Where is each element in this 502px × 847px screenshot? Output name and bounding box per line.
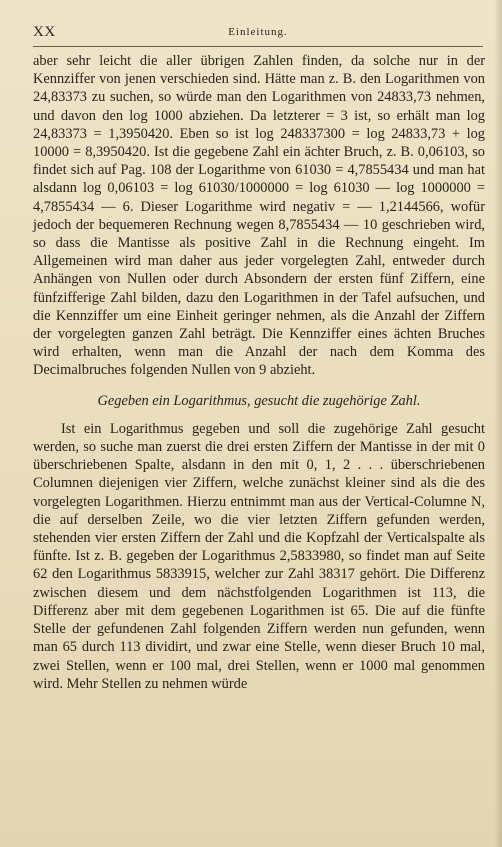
page-number: XX	[33, 24, 56, 40]
section-subheading: Gegeben ein Logarithmus, gesucht die zugehörige Zahl.	[97, 392, 421, 409]
header-rule	[33, 46, 483, 47]
page-header	[33, 24, 483, 46]
running-head: Einleitung.	[228, 26, 288, 38]
page-edge-shadow	[494, 0, 502, 847]
page-body	[33, 52, 485, 693]
paragraph-inverse-lookup: Ist ein Logarithmus gegeben und soll die zugehörige Zahl gesucht werden, so suche man zuerst die drei ersten Ziffern der Mantisse in der mit 0 überschriebenen Spalte, alsdann in den mit 0, 1, 2 . . . überschriebenen Columnen diejenigen vier Ziffern, welche zunächst kleiner sind als die des vorgelegten Logarithmen. Hierzu entnimmt man aus der Vertical-Columne N, die auf derselben Zeile, wo die vier letzten Ziffern gefunden werden, stehenden vier ersten Ziffern der Zahl und die Kopfzahl der Verticalspalte als fünfte. Ist z. B. gegeben der Logarithmus 2,5833980, so findet man auf Seite 62 den Logarithmus 5833915, welcher zur Zahl 38317 gehört. Die Differenz zwischen diesem und dem nächstfolgenden Logarithmen ist 113, die Differenz aber mit dem gegebenen Logarithmen ist 65. Die auf die fünfte Stelle der gefundenen Zahl folgenden Ziffern werden nun gefunden, wenn man 65 durch 113 dividirt, und zwar eine Stelle, wenn dieser Bruch 10 mal, zwei Stellen, wenn er 100 mal, drei Stellen, wenn er 1000 mal genommen wird. Mehr Stellen zu nehmen würde	[33, 420, 485, 692]
paragraph-logarithm-lookup: aber sehr leicht die aller übrigen Zahlen finden, da solche nur in der Kennziffer von jenen verschieden sind. Hätte man z. B. den Logarithmen von 24,83373 zu suchen, so würde man den Logarithmen von 24833,73 nehmen, und davon den log 1000 abziehen. Da letzterer = 3 ist, so erhält man log 24,83373 = 1,3950420. Eben so ist log 248337300 = log 24833,73 + log 10000 = 8,3950420. Ist die gegebene Zahl ein ächter Bruch, z. B. 0,06103, so findet sich auf Pag. 108 der Logarithme von 61030 = 4,7855434 und man hat alsdann log 0,06103 = log 61030/1000000 = log 61030 — log 1000000 = 4,7855434 — 6. Dieser Logarithme wird negativ = — 1,2144566, wofür jedoch der bequemeren Rechnung wegen 8,7855434 — 10 geschrieben wird, so dass die Mantisse als positive Zahl in die Rechnung eingeht. Im Allgemeinen wird man daher aus jeder vorgelegten Zahl, entweder durch Anhängen von Nullen oder durch Absondern der ersten fünf Ziffern, eine fünfzifferige Zahl bilden, dazu den Logarithmen in der Tafel aufsuchen, und die Kennziffer um eine Einheit geringer nehmen, als die Anzahl der Ziffern der vorgelegten ganzen Zahl beträgt. Die Kennziffer eines ächten Bruches wird erhalten, wenn man die Anzahl der nach dem Komma des Decimalbruches folgenden Nullen von 9 abzieht.	[33, 53, 485, 379]
